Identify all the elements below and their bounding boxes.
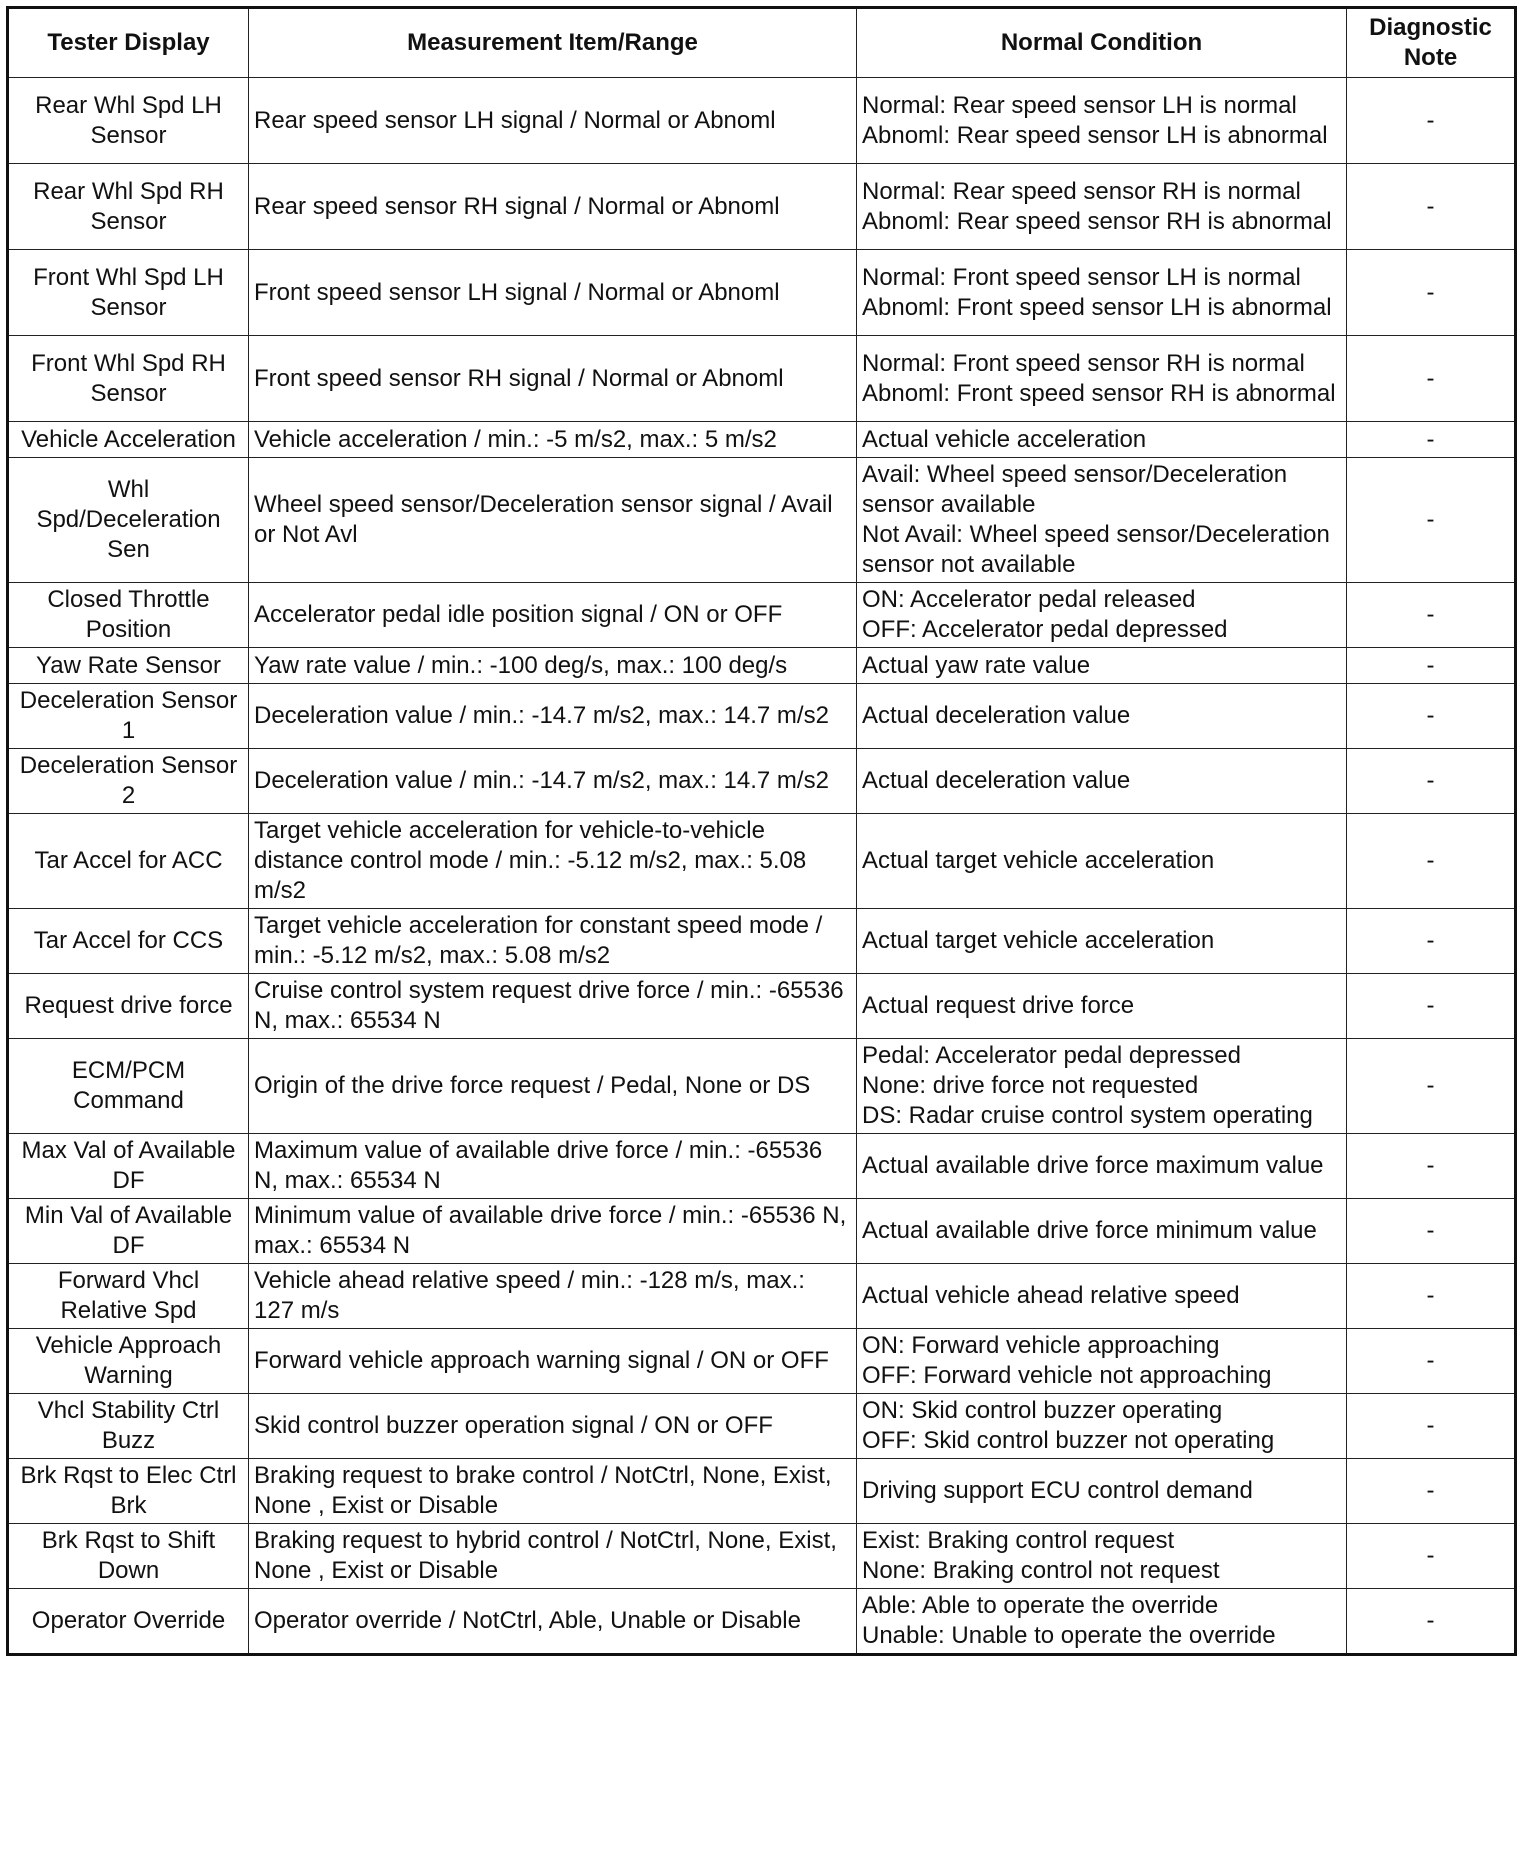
header-tester-display: Tester Display	[8, 8, 249, 78]
header-diagnostic-note: Diagnostic Note	[1347, 8, 1516, 78]
normal-condition-line: Avail: Wheel speed sensor/Deceleration sensor available	[862, 461, 1288, 518]
normal-condition-line: Unable: Unable to operate the override	[862, 1622, 1276, 1649]
table-row	[8, 1394, 1516, 1459]
cell-normal-condition	[857, 78, 1347, 164]
table-row	[8, 1589, 1516, 1655]
cell-tester-display: Vhcl Stability Ctrl Buzz	[8, 1394, 249, 1459]
normal-condition-line: Driving support ECU control demand	[862, 1477, 1253, 1504]
cell-tester-display: Forward Vhcl Relative Spd	[8, 1264, 249, 1329]
cell-tester-display: Tar Accel for CCS	[8, 909, 249, 974]
normal-condition-line: Normal: Front speed sensor LH is normal	[862, 263, 1301, 291]
cell-measurement: Accelerator pedal idle position signal / ON or OFF	[249, 583, 857, 648]
header-normal-condition: Normal Condition	[857, 8, 1347, 78]
cell-measurement: Minimum value of available drive force / min.: -65536 N, max.: 65534 N	[249, 1199, 857, 1264]
normal-condition-line: Abnoml: Front speed sensor LH is abnormal	[862, 293, 1332, 321]
cell-tester-display: Operator Override	[8, 1589, 249, 1655]
cell-measurement: Wheel speed sensor/Deceleration sensor signal / Avail or Not Avl	[249, 458, 857, 583]
cell-measurement: Origin of the drive force request / Pedal, None or DS	[249, 1039, 857, 1134]
cell-normal-condition	[857, 1459, 1347, 1524]
normal-condition-line: ON: Skid control buzzer operating	[862, 1397, 1223, 1424]
cell-measurement: Skid control buzzer operation signal / ON or OFF	[249, 1394, 857, 1459]
cell-tester-display: Deceleration Sensor 2	[8, 749, 249, 814]
table-row	[8, 909, 1516, 974]
cell-normal-condition	[857, 974, 1347, 1039]
table-row	[8, 684, 1516, 749]
cell-diagnostic-note: -	[1347, 1589, 1516, 1655]
table-row	[8, 78, 1516, 164]
cell-normal-condition	[857, 1329, 1347, 1394]
normal-condition-line: Abnoml: Rear speed sensor LH is abnormal	[862, 121, 1328, 149]
normal-condition-line: Actual vehicle ahead relative speed	[862, 1282, 1240, 1309]
normal-condition-line: Normal: Rear speed sensor RH is normal	[862, 177, 1301, 205]
cell-normal-condition	[857, 909, 1347, 974]
cell-measurement: Braking request to hybrid control / NotCtrl, None, Exist, None , Exist or Disable	[249, 1524, 857, 1589]
header-row	[8, 8, 1516, 78]
cell-diagnostic-note: -	[1347, 814, 1516, 909]
cell-measurement: Front speed sensor RH signal / Normal or Abnoml	[249, 336, 857, 422]
table-row	[8, 749, 1516, 814]
normal-condition-line: Actual yaw rate value	[862, 651, 1091, 679]
cell-normal-condition	[857, 648, 1347, 684]
normal-condition-line: Normal: Rear speed sensor LH is normal	[862, 91, 1297, 119]
normal-condition-line: Actual target vehicle acceleration	[862, 847, 1215, 874]
cell-diagnostic-note: -	[1347, 909, 1516, 974]
cell-measurement: Braking request to brake control / NotCtrl, None, Exist, None , Exist or Disable	[249, 1459, 857, 1524]
cell-diagnostic-note: -	[1347, 422, 1516, 458]
cell-tester-display: Closed Throttle Position	[8, 583, 249, 648]
normal-condition-line: None: Braking control not request	[862, 1557, 1220, 1584]
table-row	[8, 814, 1516, 909]
normal-condition-line: Actual available drive force minimum value	[862, 1217, 1317, 1244]
cell-measurement: Rear speed sensor RH signal / Normal or Abnoml	[249, 164, 857, 250]
normal-condition-line: None: drive force not requested	[862, 1072, 1199, 1099]
cell-tester-display: Request drive force	[8, 974, 249, 1039]
cell-normal-condition	[857, 1394, 1347, 1459]
data-list-sheet	[6, 6, 1514, 1656]
cell-diagnostic-note: -	[1347, 336, 1516, 422]
cell-measurement: Deceleration value / min.: -14.7 m/s2, max.: 14.7 m/s2	[249, 684, 857, 749]
cell-diagnostic-note: -	[1347, 1394, 1516, 1459]
normal-condition-line: ON: Accelerator pedal released	[862, 586, 1196, 613]
table-row	[8, 164, 1516, 250]
cell-diagnostic-note: -	[1347, 1264, 1516, 1329]
table-row	[8, 648, 1516, 684]
normal-condition-line: Actual vehicle acceleration	[862, 425, 1147, 453]
table-row	[8, 250, 1516, 336]
cell-tester-display: Yaw Rate Sensor	[8, 648, 249, 684]
table-row	[8, 974, 1516, 1039]
cell-diagnostic-note: -	[1347, 164, 1516, 250]
cell-normal-condition	[857, 250, 1347, 336]
table-row	[8, 1329, 1516, 1394]
cell-normal-condition	[857, 684, 1347, 749]
normal-condition-line: OFF: Forward vehicle not approaching	[862, 1362, 1272, 1389]
cell-diagnostic-note: -	[1347, 250, 1516, 336]
cell-normal-condition	[857, 1134, 1347, 1199]
cell-measurement: Operator override / NotCtrl, Able, Unable or Disable	[249, 1589, 857, 1655]
cell-diagnostic-note: -	[1347, 1459, 1516, 1524]
cell-measurement: Maximum value of available drive force / min.: -65536 N, max.: 65534 N	[249, 1134, 857, 1199]
cell-tester-display: Front Whl Spd LH Sensor	[8, 250, 249, 336]
cell-tester-display: Deceleration Sensor 1	[8, 684, 249, 749]
normal-condition-line: Actual available drive force maximum value	[862, 1152, 1324, 1179]
table-row	[8, 336, 1516, 422]
cell-diagnostic-note: -	[1347, 648, 1516, 684]
table-row	[8, 1264, 1516, 1329]
cell-measurement: Rear speed sensor LH signal / Normal or Abnoml	[249, 78, 857, 164]
cell-diagnostic-note: -	[1347, 458, 1516, 583]
cell-measurement: Yaw rate value / min.: -100 deg/s, max.: 100 deg/s	[249, 648, 857, 684]
cell-normal-condition	[857, 814, 1347, 909]
cell-normal-condition	[857, 1524, 1347, 1589]
cell-tester-display: Front Whl Spd RH Sensor	[8, 336, 249, 422]
normal-condition-line: Able: Able to operate the override	[862, 1592, 1219, 1619]
normal-condition-line: Not Avail: Wheel speed sensor/Deceleration sensor not available	[862, 521, 1330, 578]
cell-tester-display: Vehicle Acceleration	[8, 422, 249, 458]
normal-condition-line: Exist: Braking control request	[862, 1527, 1175, 1554]
table-row	[8, 422, 1516, 458]
cell-tester-display: Rear Whl Spd RH Sensor	[8, 164, 249, 250]
cell-normal-condition	[857, 1199, 1347, 1264]
cell-normal-condition	[857, 164, 1347, 250]
cell-tester-display: Whl Spd/Deceleration Sen	[8, 458, 249, 583]
table-header	[8, 8, 1516, 78]
cell-diagnostic-note: -	[1347, 78, 1516, 164]
normal-condition-line: DS: Radar cruise control system operating	[862, 1102, 1313, 1129]
cell-measurement: Cruise control system request drive force / min.: -65536 N, max.: 65534 N	[249, 974, 857, 1039]
cell-diagnostic-note: -	[1347, 749, 1516, 814]
normal-condition-line: Actual deceleration value	[862, 702, 1131, 729]
cell-tester-display: Max Val of Available DF	[8, 1134, 249, 1199]
cell-normal-condition	[857, 1264, 1347, 1329]
cell-diagnostic-note: -	[1347, 974, 1516, 1039]
cell-tester-display: Vehicle Approach Warning	[8, 1329, 249, 1394]
cell-measurement: Target vehicle acceleration for constant speed mode / min.: -5.12 m/s2, max.: 5.08 m/s2	[249, 909, 857, 974]
cell-diagnostic-note: -	[1347, 1524, 1516, 1589]
normal-condition-line: Abnoml: Rear speed sensor RH is abnormal	[862, 207, 1332, 235]
cell-normal-condition	[857, 1589, 1347, 1655]
cell-measurement: Deceleration value / min.: -14.7 m/s2, max.: 14.7 m/s2	[249, 749, 857, 814]
cell-normal-condition	[857, 583, 1347, 648]
cell-diagnostic-note: -	[1347, 1134, 1516, 1199]
table-row	[8, 1459, 1516, 1524]
cell-measurement: Front speed sensor LH signal / Normal or Abnoml	[249, 250, 857, 336]
table-row	[8, 1199, 1516, 1264]
header-measurement: Measurement Item/Range	[249, 8, 857, 78]
normal-condition-line: Actual request drive force	[862, 992, 1135, 1019]
cell-tester-display: ECM/PCM Command	[8, 1039, 249, 1134]
cell-tester-display: Tar Accel for ACC	[8, 814, 249, 909]
cell-tester-display: Brk Rqst to Shift Down	[8, 1524, 249, 1589]
cell-normal-condition	[857, 1039, 1347, 1134]
table-row	[8, 458, 1516, 583]
table-row	[8, 583, 1516, 648]
cell-diagnostic-note: -	[1347, 1329, 1516, 1394]
normal-condition-line: Actual target vehicle acceleration	[862, 927, 1215, 954]
normal-condition-line: Pedal: Accelerator pedal depressed	[862, 1042, 1241, 1069]
cell-tester-display: Brk Rqst to Elec Ctrl Brk	[8, 1459, 249, 1524]
cell-diagnostic-note: -	[1347, 1199, 1516, 1264]
table-row	[8, 1524, 1516, 1589]
cell-normal-condition	[857, 422, 1347, 458]
cell-measurement: Forward vehicle approach warning signal / ON or OFF	[249, 1329, 857, 1394]
normal-condition-line: Abnoml: Front speed sensor RH is abnormal	[862, 379, 1336, 407]
cell-diagnostic-note: -	[1347, 684, 1516, 749]
cell-normal-condition	[857, 749, 1347, 814]
normal-condition-line: Actual deceleration value	[862, 767, 1131, 794]
cell-measurement: Vehicle acceleration / min.: -5 m/s2, max.: 5 m/s2	[249, 422, 857, 458]
table-row	[8, 1134, 1516, 1199]
table-row	[8, 1039, 1516, 1134]
normal-condition-line: OFF: Skid control buzzer not operating	[862, 1427, 1275, 1454]
data-list-table	[6, 6, 1517, 1656]
cell-tester-display: Rear Whl Spd LH Sensor	[8, 78, 249, 164]
cell-measurement: Vehicle ahead relative speed / min.: -128 m/s, max.: 127 m/s	[249, 1264, 857, 1329]
table-body	[8, 78, 1516, 1655]
normal-condition-line: ON: Forward vehicle approaching	[862, 1332, 1220, 1359]
normal-condition-line: Normal: Front speed sensor RH is normal	[862, 349, 1305, 377]
cell-diagnostic-note: -	[1347, 1039, 1516, 1134]
cell-diagnostic-note: -	[1347, 583, 1516, 648]
cell-normal-condition	[857, 458, 1347, 583]
cell-tester-display: Min Val of Available DF	[8, 1199, 249, 1264]
normal-condition-line: OFF: Accelerator pedal depressed	[862, 616, 1228, 643]
cell-measurement: Target vehicle acceleration for vehicle-to-vehicle distance control mode / min.: -5.12 m/s2, max.: 5.08 m/s2	[249, 814, 857, 909]
cell-normal-condition	[857, 336, 1347, 422]
